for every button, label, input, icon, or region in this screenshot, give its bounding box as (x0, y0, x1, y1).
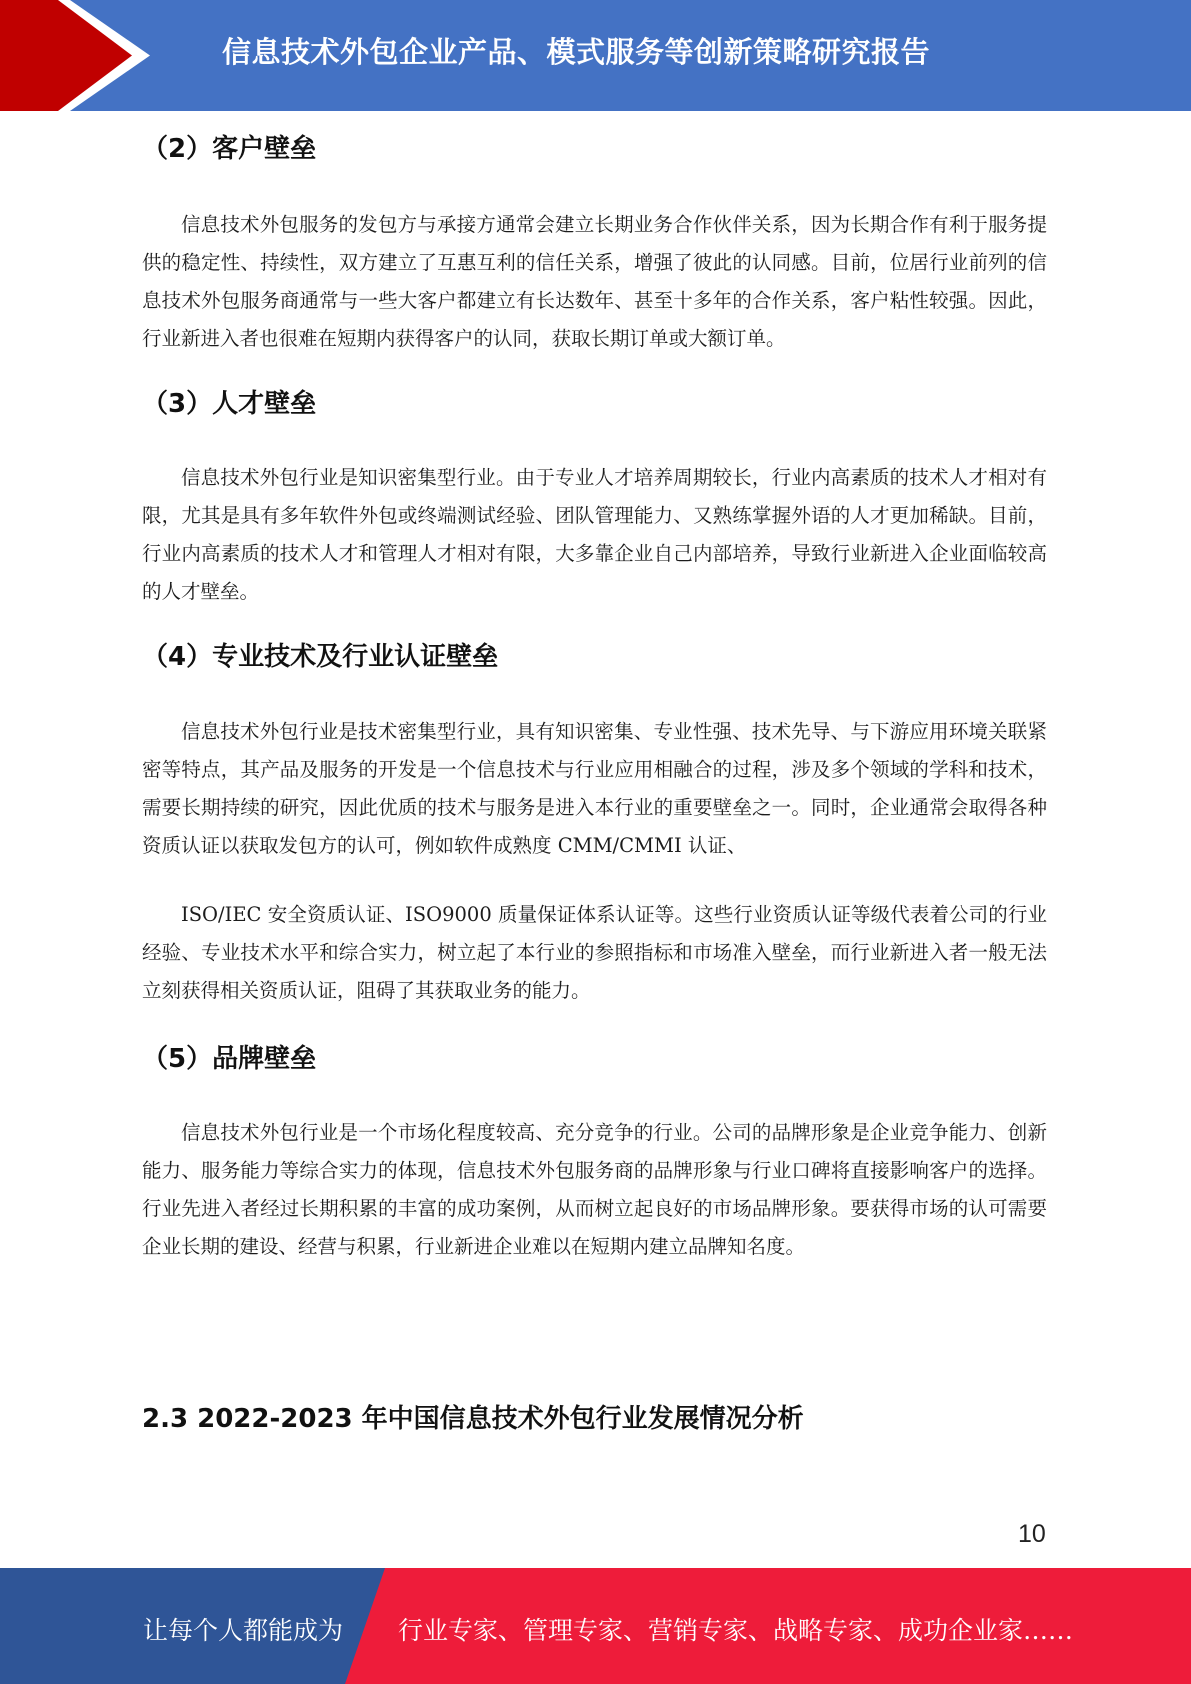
page-number: 10 (1018, 1520, 1046, 1548)
paragraph-brand-barrier: 信息技术外包行业是一个市场化程度较高、充分竞争的行业。公司的品牌形象是企业竞争能力、创新能力、服务能力等综合实力的体现，信息技术外包服务商的品牌形象与行业口碑将直接影响客户的选择。行业先进入者经过长期积累的丰富的成功案例，从而树立起良好的市场品牌形象。要获得市场的认可需要企业长期的建设、经营与积累，行业新进企业难以在短期内建立品牌知名度。 (142, 1121, 1047, 1258)
paragraph-tech-barrier-2: ISO/IEC 安全资质认证、ISO9000 质量保证体系认证等。这些行业资质认证等级代表着公司的行业经验、专业技术水平和综合实力，树立起了本行业的参照指标和市场准入壁垒，而行业新进入者一般无法立刻获得相关资质认证，阻碍了其获取业务的能力。 (142, 903, 1047, 1002)
footer-slogan-left: 让每个人都能成为 (143, 1616, 344, 1645)
heading-customer-barrier: （2）客户壁垒 (142, 134, 317, 164)
report-title: 信息技术外包企业产品、模式服务等创新策略研究报告 (222, 35, 931, 69)
header-arrow-decoration (0, 0, 150, 111)
report-header-band (0, 0, 1191, 111)
paragraph-tech-barrier-1: 信息技术外包行业是技术密集型行业，具有知识密集、专业性强、技术先导、与下游应用环境关联紧密等特点，其产品及服务的开发是一个信息技术与行业应用相融合的过程，涉及多个领域的学科和技术，需要长期持续的研究，因此优质的技术与服务是进入本行业的重要壁垒之一。同时，企业通常会取得各种资质认证以获取发包方的认可，例如软件成熟度 CMM/CMMI 认证、 (142, 720, 1047, 857)
paragraph-customer-barrier: 信息技术外包服务的发包方与承接方通常会建立长期业务合作伙伴关系，因为长期合作有利于服务提供的稳定性、持续性，双方建立了互惠互利的信任关系，增强了彼此的认同感。目前，位居行业前列的信息技术外包服务商通常与一些大客户都建立有长达数年、甚至十多年的合作关系，客户粘性较强。因此，行业新进入者也很难在短期内获得客户的认同，获取长期订单或大额订单。 (142, 213, 1047, 350)
heading-section-2-3: 2.3 2022-2023 年中国信息技术外包行业发展情况分析 (142, 1404, 804, 1434)
footer-band (0, 1568, 1191, 1684)
heading-brand-barrier: （5）品牌壁垒 (142, 1044, 317, 1074)
heading-tech-certification-barrier: （4）专业技术及行业认证壁垒 (142, 642, 499, 672)
footer-slogan-right: 行业专家、管理专家、营销专家、战略专家、成功企业家…… (398, 1616, 1074, 1645)
paragraph-talent-barrier: 信息技术外包行业是知识密集型行业。由于专业人才培养周期较长，行业内高素质的技术人才相对有限，尤其是具有多年软件外包或终端测试经验、团队管理能力、又熟练掌握外语的人才更加稀缺。目前，行业内高素质的技术人才和管理人才相对有限，大多靠企业自己内部培养，导致行业新进入企业面临较高的人才壁垒。 (142, 466, 1047, 603)
heading-talent-barrier: （3）人才壁垒 (142, 389, 317, 419)
